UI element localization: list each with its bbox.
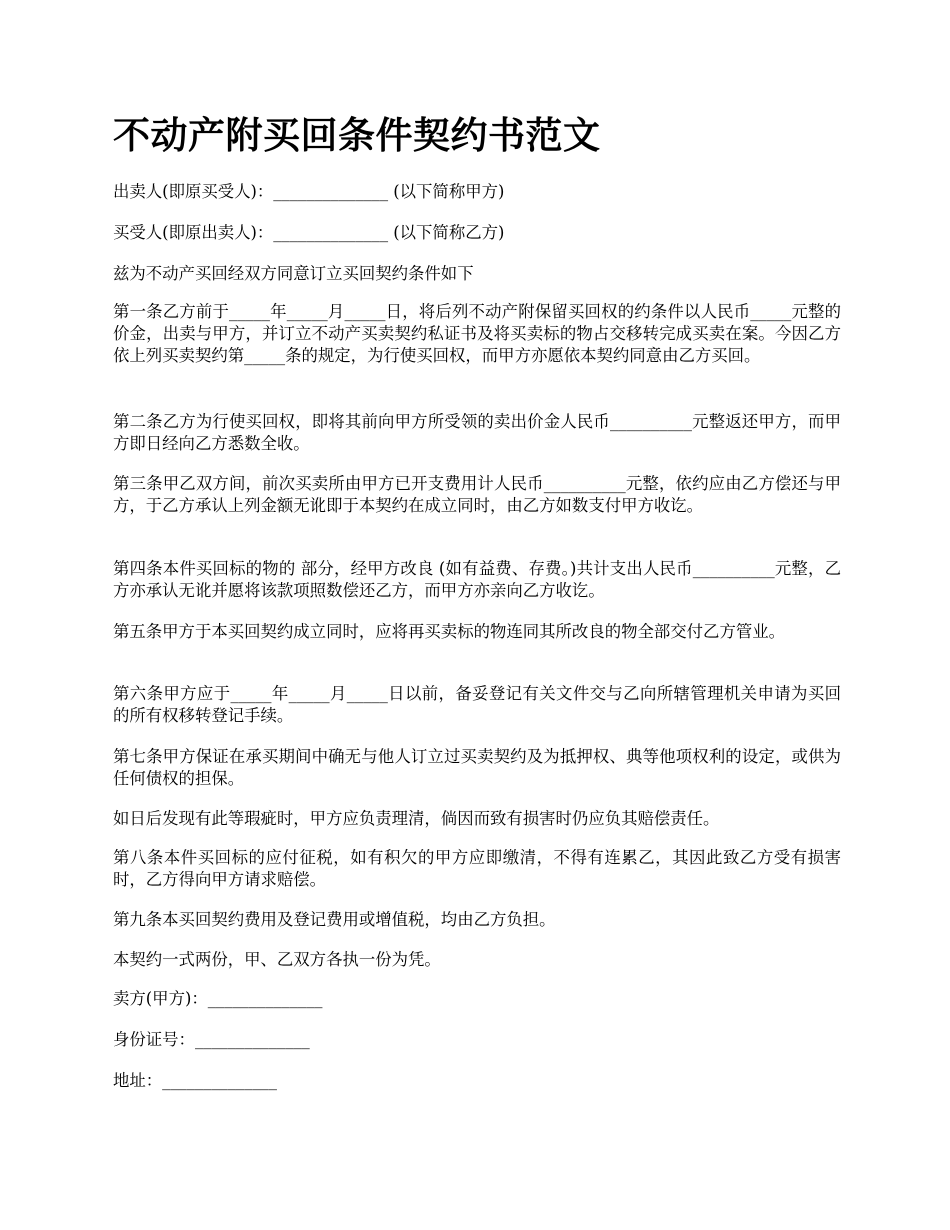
article-7-paragraph: 第七条甲方保证在承买期间中确无与他人订立过买卖契约及为抵押权、典等他项权利的设定，或供为任何债权的担保。 (113, 747, 841, 788)
article-4-paragraph: 第四条本件买回标的物的 部分，经甲方改良 (如有益费、存费。)共计支出人民币__________元整，乙方亦承认无讹并愿将该款项照数偿还乙方，而甲方亦亲向乙方收讫。 (113, 559, 841, 600)
preamble-paragraph: 兹为不动产买回经双方同意订立买回契约条件如下 (113, 264, 474, 283)
document-title: 不动产附买回条件契约书范文 (113, 113, 601, 157)
article-5-paragraph: 第五条甲方于本买回契约成立同时，应将再买卖标的物连同其所改良的物全部交付乙方管业。 (113, 622, 786, 641)
seller-line: 出卖人(即原买受人)：______________ (以下简称甲方) (113, 182, 505, 201)
article-7-supplement: 如日后发现有此等瑕疵时，甲方应负责理清，倘因而致有损害时仍应负其赔偿责任。 (113, 809, 720, 828)
article-6-paragraph: 第六条甲方应于_____年_____月_____日以前，备妥登记有关文件交与乙向所辖管理机关申请为买回的所有权移转登记手续。 (113, 684, 841, 725)
seller-signature-line: 卖方(甲方)：______________ (113, 989, 323, 1008)
buyer-line: 买受人(即原出卖人)：______________ (以下简称乙方) (113, 223, 505, 242)
id-number-line: 身份证号：______________ (113, 1030, 310, 1049)
address-line: 地址：______________ (113, 1071, 277, 1090)
article-8-paragraph: 第八条本件买回标的应付征税，如有积欠的甲方应即缴清，不得有连累乙，其因此致乙方受有损害时，乙方得向甲方请求赔偿。 (113, 848, 841, 889)
article-9-paragraph: 第九条本买回契约费用及登记费用或增值税，均由乙方负担。 (113, 910, 556, 929)
article-3-paragraph: 第三条甲乙双方间，前次买卖所由甲方已开支费用计人民币__________元整，依约应由乙方偿还与甲方，于乙方承认上列金额无讹即于本契约在成立同时，由乙方如数支付甲方收讫。 (113, 474, 841, 515)
article-1-paragraph: 第一条乙方前于_____年_____月_____日，将后列不动产附保留买回权的约条件以人民币_____元整的价金，出卖与甲方，并订立不动产买卖契约私证书及将买卖标的物占交移转完成买卖在案。今因乙方依上列买卖契约第_____条的规定，为行使买回权，而甲方亦愿依本契约同意由乙方买回。 (113, 302, 841, 365)
copies-paragraph: 本契约一式两份，甲、乙双方各执一份为凭。 (113, 950, 441, 969)
article-2-paragraph: 第二条乙方为行使买回权，即将其前向甲方所受领的卖出价金人民币__________元整返还甲方，而甲方即日经向乙方悉数全收。 (113, 412, 841, 453)
